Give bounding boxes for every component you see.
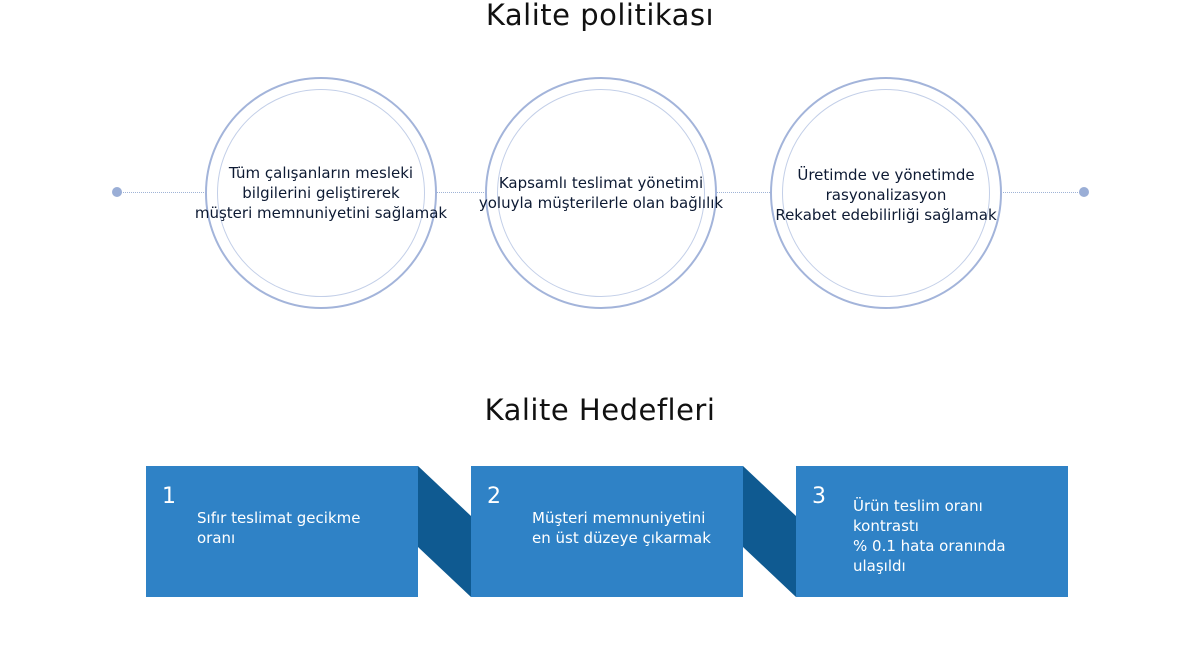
policy-item-3-line-3: Rekabet edebilirliği sağlamak xyxy=(775,206,997,224)
goal-2-line-2: en üst düzeye çıkarmak xyxy=(532,529,711,547)
goal-3-line-1: Ürün teslim oranı xyxy=(853,497,983,515)
goal-2-text xyxy=(532,508,711,548)
policy-item-1-line-3: müşteri memnuniyetini sağlamak xyxy=(194,204,448,222)
policy-item-1-text xyxy=(171,163,471,223)
policy-item-3-line-2: rasyonalizasyon xyxy=(825,186,947,204)
policy-title: Kalite politikası xyxy=(485,0,715,32)
policy-item-2-line-2: yoluyla müşterilerle olan bağlılık xyxy=(478,194,724,212)
goals-title: Kalite Hedefleri xyxy=(484,393,716,427)
policy-item-3-text xyxy=(736,165,1036,225)
policy-item-2-text xyxy=(451,173,751,213)
timeline-end-dot xyxy=(1079,187,1089,197)
goal-1-text xyxy=(197,508,360,548)
timeline-start-dot xyxy=(112,187,122,197)
goal-1-line-1: Sıfır teslimat gecikme xyxy=(197,509,361,527)
goal-2-line-1: Müşteri memnuniyetini xyxy=(532,509,706,527)
policy-item-1-line-1: Tüm çalışanların mesleki xyxy=(228,164,414,182)
policy-item-3-line-1: Üretimde ve yönetimde xyxy=(797,166,975,184)
goal-1-line-2: oranı xyxy=(197,529,236,547)
goal-3-text xyxy=(853,496,1006,576)
goal-box-1 xyxy=(146,466,418,597)
goal-2-number: 2 xyxy=(487,484,501,509)
goal-fold-1 xyxy=(418,466,471,597)
goal-box-3 xyxy=(796,466,1068,597)
goal-fold-2 xyxy=(743,466,796,597)
goal-1-number: 1 xyxy=(162,484,176,509)
goal-3-number: 3 xyxy=(812,484,826,509)
policy-item-1-line-2: bilgilerini geliştirerek xyxy=(242,184,400,202)
goal-3-line-4: ulaşıldı xyxy=(853,557,906,575)
goal-3-line-3: % 0.1 hata oranında xyxy=(853,537,1006,555)
goal-box-2 xyxy=(471,466,743,597)
goal-3-line-2: kontrastı xyxy=(853,517,919,535)
policy-item-2-line-1: Kapsamlı teslimat yönetimi xyxy=(498,174,704,192)
